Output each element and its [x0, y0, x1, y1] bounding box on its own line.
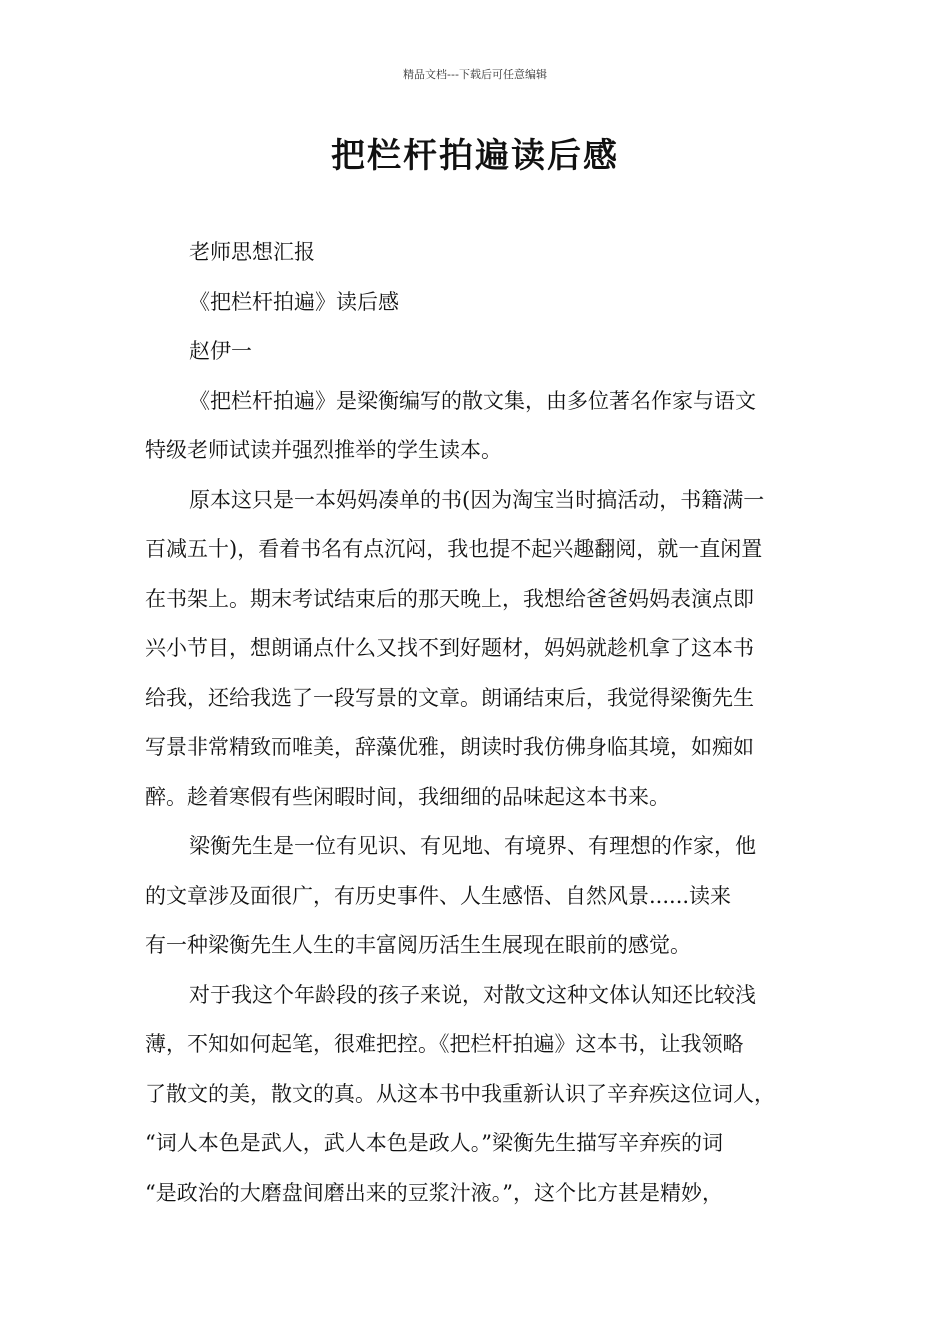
paragraph-line: 梁衡先生是一位有见识、有见地、有境界、有理想的作家，他 — [189, 834, 756, 858]
paragraph-line: 原本这只是一本妈妈凑单的书(因为淘宝当时搞活动，书籍满一 — [189, 487, 765, 512]
paragraph-3 — [145, 822, 825, 971]
paragraph-line: 在书架上。期末考试结束后的那天晚上，我想给爸爸妈妈表演点即 — [145, 586, 754, 611]
paragraph-line: 对于我这个年龄段的孩子来说，对散文这种文体认知还比较浅 — [189, 982, 756, 1007]
meta-line-subtitle: 《把栏杆拍遍》读后感 — [189, 289, 399, 314]
paragraph-line: 给我，还给我选了一段写景的文章。朗诵结束后，我觉得梁衡先生 — [145, 685, 754, 710]
paragraph-line: 百减五十)，看着书名有点沉闷，我也提不起兴趣翻阅，就一直闲置 — [145, 537, 763, 561]
paragraph-4 — [145, 971, 825, 1219]
paragraph-line: 兴小节目，想朗诵点什么又找不到好题材，妈妈就趁机拿了这本书 — [145, 636, 754, 660]
paragraph-line: 了散文的美，散文的真。从这本书中我重新认识了辛弃疾这位词人， — [145, 1081, 775, 1106]
document-body — [145, 228, 825, 1218]
meta-line-author: 赵伊一 — [189, 339, 252, 363]
paragraph-line: 的文章涉及面很广，有历史事件、人生感悟、自然风景......读来 — [145, 883, 732, 908]
meta-line-report: 老师思想汇报 — [189, 240, 315, 264]
paragraph-2 — [145, 476, 825, 823]
header-note: 精品文档---下载后可任意编辑 — [403, 68, 547, 81]
paragraph-1 — [145, 377, 825, 476]
paragraph-line: 有一种梁衡先生人生的丰富阅历活生生展现在眼前的感觉。 — [145, 933, 691, 957]
paragraph-line: “是政治的大磨盘间磨出来的豆浆汁液。”，这个比方甚是精妙， — [145, 1180, 723, 1205]
document-title: 把栏杆拍遍读后感 — [331, 136, 619, 176]
paragraph-line: 薄，不知如何起笔，很难把控。《把栏杆拍遍》这本书，让我领略 — [145, 1032, 744, 1056]
paragraph-line: 醉。趁着寒假有些闲暇时间，我细细的品味起这本书来。 — [145, 784, 670, 809]
paragraph-line: “词人本色是武人，武人本色是政人。”梁衡先生描写辛弃疾的词 — [145, 1131, 723, 1155]
paragraph-line: 《把栏杆拍遍》是梁衡编写的散文集，由多位著名作家与语文 — [189, 388, 756, 413]
paragraph-line: 写景非常精致而唯美，辞藻优雅，朗读时我仿佛身临其境，如痴如 — [145, 735, 754, 759]
paragraph-line: 特级老师试读并强烈推举的学生读本。 — [145, 438, 502, 462]
